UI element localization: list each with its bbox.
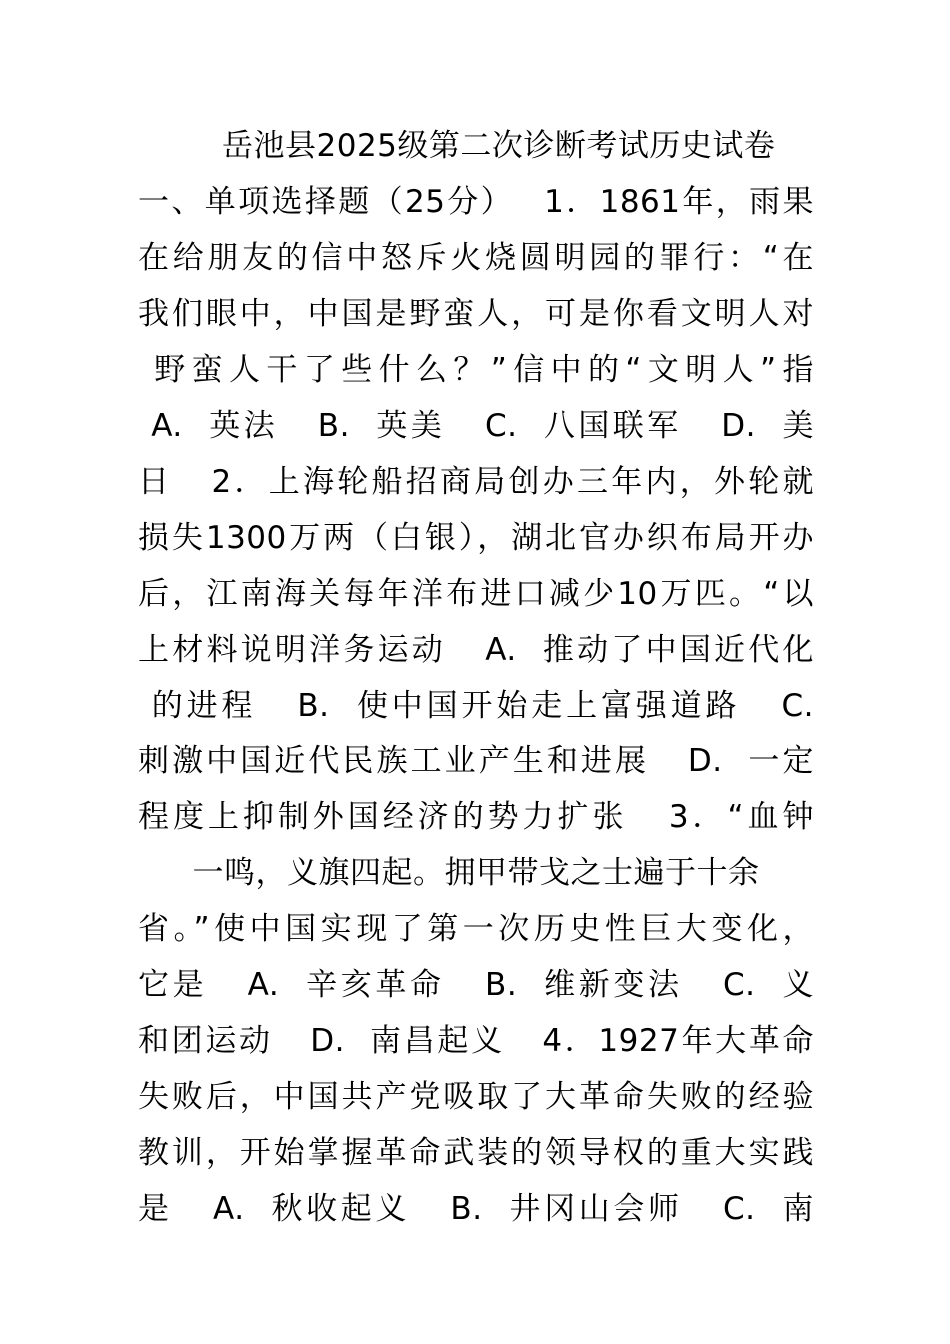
text-line-13: 一鸣，义旗四起。拥甲带戈之士遍于十余 [192, 855, 760, 891]
text-line-11: 刺激中国近代民族工业产生和进展 D. 一定 [138, 743, 814, 779]
text-line-17: 失败后，中国共产党吸取了大革命失败的经验 [138, 1079, 814, 1115]
text-line-8: 后，江南海关每年洋布进口减少10万匹。“以 [138, 576, 814, 612]
text-line-3: 我们眼中，中国是野蛮人，可是你看文明人对 [138, 296, 814, 332]
text-line-19: 是 A. 秋收起义 B. 井冈山会师 C. 南 [138, 1191, 814, 1227]
text-line-16: 和团运动 D. 南昌起义 4．1927年大革命 [138, 1023, 814, 1059]
text-line-6: 日 2．上海轮船招商局创办三年内，外轮就 [138, 464, 814, 500]
text-line-18: 教训，开始掌握革命武装的领导权的重大实践 [138, 1135, 814, 1171]
exam-title: 岳池县2025级第二次诊断考试历史试卷 [222, 128, 776, 164]
text-line-2: 在给朋友的信中怒斥火烧圆明园的罪行：“在 [138, 240, 814, 276]
text-line-12: 程度上抑制外国经济的势力扩张 3．“血钟 [138, 799, 814, 835]
text-line-4: 野蛮人干了些什么？”信中的“文明人”指 [138, 352, 814, 388]
text-line-9: 上材料说明洋务运动 A. 推动了中国近代化 [138, 632, 814, 668]
text-line-7: 损失1300万两（白银），湖北官办织布局开办 [138, 520, 814, 556]
text-line-15: 它是 A. 辛亥革命 B. 维新变法 C. 义 [138, 967, 814, 1003]
text-line-10: 的进程 B. 使中国开始走上富强道路 C. [138, 688, 814, 724]
text-line-5: A. 英法 B. 英美 C. 八国联军 D. 美 [138, 408, 814, 444]
text-line-14: 省。”使中国实现了第一次历史性巨大变化， [138, 911, 814, 947]
text-line-1: 一、单项选择题（25分） 1．1861年，雨果 [138, 184, 814, 220]
